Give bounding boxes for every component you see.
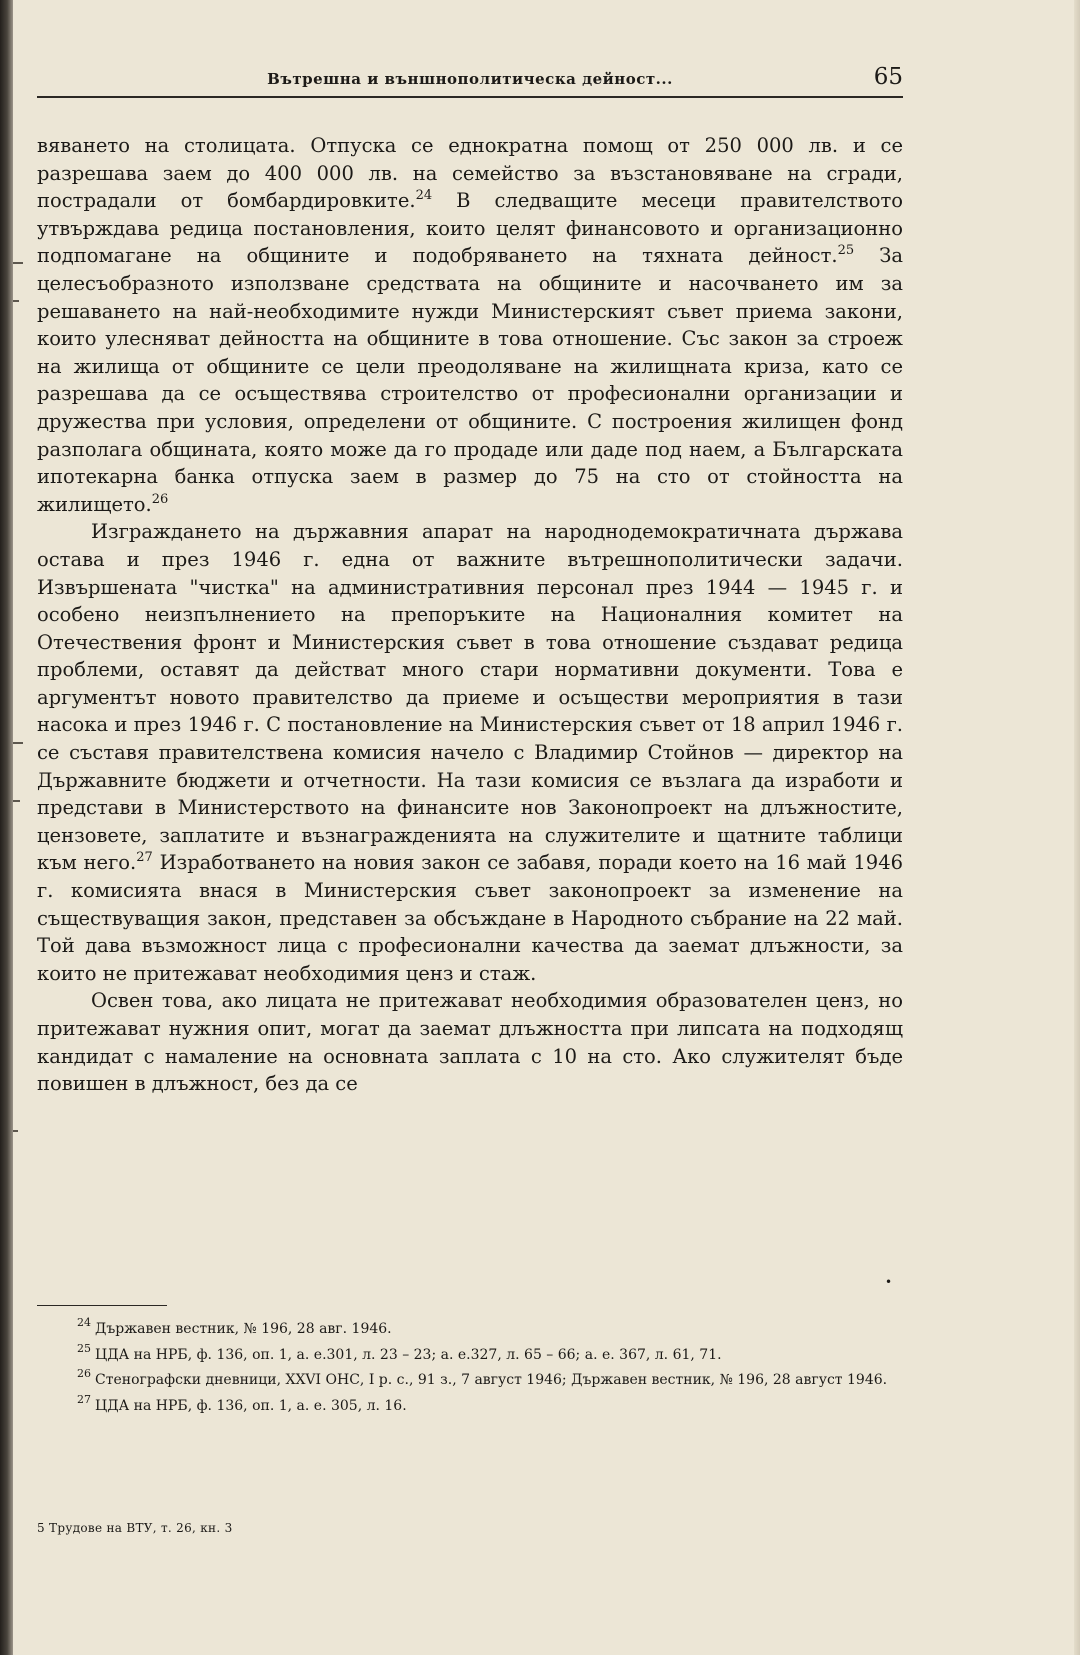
body-text (37, 132, 903, 1098)
paragraph (37, 987, 903, 1097)
paragraph-text: Изграждането на държавния апарат на народнодемократичната държава остава и през 1946 г. една от важните вътрешнополитически задачи. Извършената "чистка" на административния персонал през 1944 — 1945 г. и особено неизпълнението на препоръките на Националния комитет на Отечествения фронт и Министерския съвет в това отношение създават редица проблеми, оставят да действат много стари нормативни документи. Това е аргументът новото правителство да приеме и осъществи мероприятия в тази насока и през 1946 г. С постановление на Министерския съвет от 18 април 1946 г. се съставя правителствена комисия начело с Владимир Стойнов — директор на Държавните бюджети и отчетности. На тази комисия се възлага да изработи и представи в Министерството на финансите нов Законопроект на длъжностите, цензовете, заплатите и възнагражденията на служителите и щатните таблици към него. (37, 520, 903, 875)
margin-mark: • (885, 1275, 893, 1289)
book-spine-shadow (0, 0, 13, 1655)
footnotes (37, 1318, 903, 1420)
footnote-reference: 25 (837, 243, 855, 259)
paragraph (37, 132, 903, 518)
binding-marks (13, 0, 23, 1655)
page-number: 65 (873, 64, 903, 90)
footnote (37, 1341, 903, 1367)
footnote-text: ЦДА на НРБ, ф. 136, оп. 1, а. е. 305, л. 16. (95, 1397, 407, 1414)
page-edge (1074, 0, 1080, 1655)
running-header-title: Вътрешна и външнополитическа дейност... (267, 70, 673, 88)
footnote-reference: 26 (151, 491, 169, 507)
paragraph-text: За целесъобразното използване средствата на общините и насочването им за решаването на най-необходимите нужди Министерският съвет приема закони, които улесняват дейността на общините в това отношение. Със закон за строеж на жилища от общините се цели преодоляване на жилищната криза, като се разрешава да се осъществява строителство от професионални организации и дружества при условия, определени от общините. С построения жилищен фонд разполага общината, която може да го продаде или даде под наем, а Българската ипотекарна банка отпуска заем в размер до 75 на сто от стойността на жилището. (37, 244, 903, 516)
footnote-text: Стенографски дневници, XXVI ОНС, I р. с., 91 з., 7 август 1946; Държавен вестник, № 196, 28 август 1946. (95, 1372, 888, 1388)
footnote-number: 25 (77, 1341, 91, 1355)
footnote-text: Държавен вестник, № 196, 28 авг. 1946. (95, 1321, 392, 1337)
footnote-reference: 24 (415, 188, 433, 204)
footnote-number: 27 (77, 1392, 91, 1406)
paragraph-text: Освен това, ако лицата не притежават необходимия образователен ценз, но притежават нужния опит, могат да заемат длъжността при липсата на подходящ кандидат с намаление на основната заплата с 10 на сто. Ако служителят бъде повишен в длъжност, без да се (37, 989, 903, 1096)
printer-signature: 5 Трудове на ВТУ, т. 26, кн. 3 (37, 1521, 233, 1535)
paragraph-text: В следващите месеци правителството утвърждава редица постановления, които целят финансовото и организационно подпомагане на общините и подобряването на тяхната дейност. (37, 189, 903, 268)
running-header (37, 64, 903, 98)
paragraph-text: Изработването на новия закон се забавя, поради което на 16 май 1946 г. комисията внася в Министерския съвет законопроект за изменение на съществуващия закон, представен за обсъждане в Народното събрание на 22 май. Той дава възможност лица с професионални качества да заемат длъжности, за които не притежават необходимия ценз и стаж. (37, 851, 904, 985)
footnote-number: 24 (77, 1316, 91, 1329)
footnote (37, 1392, 903, 1418)
paragraph-text: вяването на столицата. Отпуска се еднократна помощ от 250 000 лв. и се разрешава заем до 400 000 лв. на семейство за възстановяване на сгради, пострадали от бомбардировките. (37, 134, 903, 213)
footnote (37, 1369, 903, 1392)
footnote-text: ЦДА на НРБ, ф. 136, оп. 1, а. е.301, л. 23 – 23; а. е.327, л. 65 – 66; а. е. 367, л. 61, 71. (95, 1346, 722, 1363)
footnote-number: 26 (77, 1367, 91, 1380)
paragraph (37, 518, 903, 987)
footnote (37, 1318, 903, 1341)
footnote-reference: 27 (136, 850, 153, 866)
footnote-separator (37, 1305, 167, 1306)
